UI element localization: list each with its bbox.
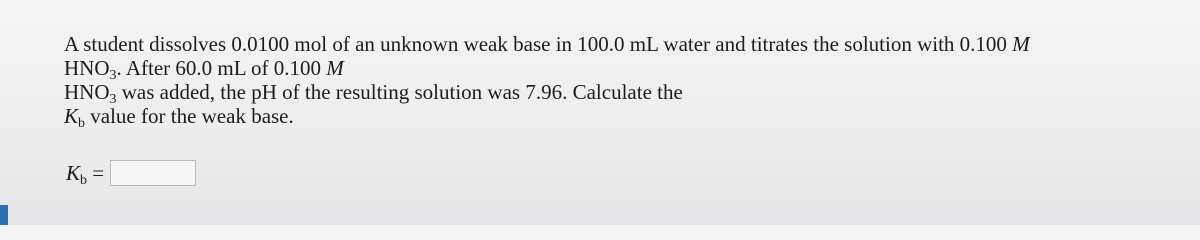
nitric-acid-formula: HNO: [64, 80, 110, 104]
answer-label: [66, 161, 104, 186]
question-text: [64, 32, 1164, 131]
kb-answer-input[interactable]: [110, 160, 196, 186]
nitric-acid-subscript: 3: [109, 68, 117, 83]
question-text-line-4: value for the weak base.: [85, 104, 294, 128]
molarity-unit: M: [1012, 32, 1030, 56]
answer-row: [66, 158, 196, 188]
kb-subscript: b: [80, 172, 88, 188]
kb-symbol: K: [66, 160, 81, 185]
nitric-acid-formula: HNO: [64, 56, 110, 80]
question-line-2: [64, 56, 1164, 83]
question-text-line-3: was added, the pH of the resulting solution was 7.96. Calculate the: [116, 80, 683, 104]
question-line-1: [64, 32, 1164, 56]
nitric-acid-subscript: 3: [109, 92, 117, 107]
question-text-line-2: . After 60.0 mL of 0.100: [116, 56, 327, 80]
equals-sign: =: [92, 160, 105, 185]
molarity-unit: M: [326, 56, 344, 80]
question-line-3: [64, 80, 1164, 107]
question-line-4: [64, 104, 1164, 131]
kb-symbol: K: [64, 104, 79, 128]
question-text-line-1: A student dissolves 0.0100 mol of an unknown weak base in 100.0 mL water and titrates the solution with 0.100: [64, 32, 1013, 56]
kb-subscript: b: [78, 116, 86, 131]
left-edge-accent: [0, 205, 8, 225]
